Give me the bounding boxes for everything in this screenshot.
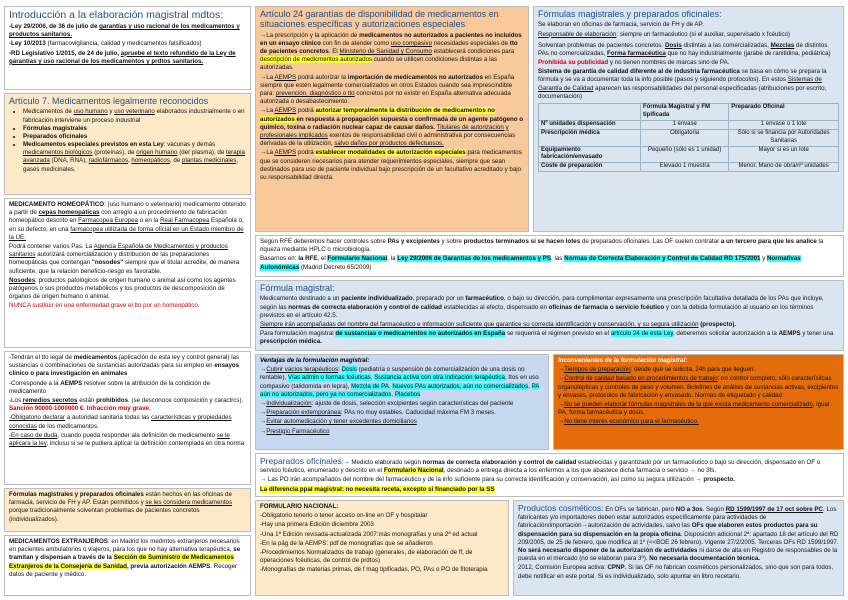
art24-uso-compasivo: →La prescripción y la aplicación de medicamentos no autorizados a pacientes no incluidos en un ensayo clínico con fin de atender como uso compasivo necesidades especiales de tto de pacientes concretos. El Ministerio de Sanidad y Consumo establecerá condiciones para descripción de medicmentos autorizados cuando se utilicen condiciones distintas a las autorizadas. xyxy=(260,31,522,72)
table-row: Nº unidades dispensación 1 envase 1 envase o 1 lote xyxy=(539,120,839,129)
formulas-title: Fórmulas magistrales y preparados oficinales: xyxy=(538,9,722,19)
table-row: Equipamiento fabricación/envasado Pequeño (sólo es 1 unidad) Mayor si es un lote xyxy=(539,146,839,163)
rule-remedios-secretos: -Los remedios secretos están prohibidos. (se desconoce composición y caractrcs). Sanción 90000-1000000 €. Infracción muy grave. xyxy=(9,396,244,413)
rule-declarar: -Obligatorio declarar a autoridad sanitaria todas las características y propiedades conocidas de los medicamentos. xyxy=(9,414,232,430)
homeo-def: MEDICAMENTO HOMEOPÁTICO: (uso humano o veterinario) medicamento obtenido a partir de cepas homeopáticas con arreglo a un procedimiento de fabricación homeopático descrito en Farmacopea Europea o en la Real Farmacopea Española o, en su defecto, en una farmacopea utilizada de forma oficial en un Estado miembro de la UE. xyxy=(9,201,246,241)
art7-item-preparados: • Preparados oficinales xyxy=(23,133,246,141)
rule-ensayos: -Tendrán el tto legal de medicamentos (aplicación de esta ley y control general) las sustancias o combinaciones de sustancias autorizadas para su empleo en ensayos clínico o para investigación en animales xyxy=(9,354,240,378)
intro-title: Introducción a la elaboración magistral mdtos: xyxy=(9,9,224,21)
intro-section xyxy=(4,6,251,90)
preparados-title: Preparados oficinales xyxy=(260,456,342,466)
medicamentos-extranjeros-section: MEDICAMENTOS EXTRANJEROS: en Madrid los medmtos extranjeros necesarios en pacientes ambulatorios o viajeros, para los que no hay alternativa terapéutica, se tramitan y dispensan a través de la Sección de Suministro de Medicamentos Extranjeros de la Consejería de Sanidad, previa autorización AEMPS. Recoger datos de paciente y médico. xyxy=(4,535,251,596)
formula-magistral-title: Fórmula magistral: xyxy=(260,283,335,293)
article-7-title: Artículo 7. Medicamentos legalmente reconocidos xyxy=(9,96,209,106)
list-item: -En la pág de la AEMPS: pdf de monografías que se añadieron xyxy=(260,539,433,547)
intro-line-1: -Ley 29/2006, de 36 de julio de garantías y uso racional de los medicamentos y productos sanitarios. xyxy=(9,23,240,39)
list-item: -Hay una primera Edición diciembre 2003 xyxy=(260,521,374,529)
rule-duda: -En caso de duda, cuando pueda responder ala definición de medicamento se le aplicara la ley, inclusu si se le pudiera aplicar la definición contemplada en otra norma xyxy=(9,431,245,447)
art7-item-especiales: • Medicamentos especiales previstos en esta Ley: vacunas y demás medicamentos biológicos (proteínas), de origen humano (der plasma), de terapia avanzada (DNA, RNA), radiofármacos, homeopáticos, de plantas medicinales, gases medicinales. xyxy=(23,141,246,174)
preparados-oficinales-section: Preparados oficinales:→ Medicto elaborado según normas de correcta elaboración y control de calidad establecidas y garantizado por un farmacéutico o bajo su dirección, dispensado en OF o servicio fcéutico, enumerado y descrito en el Formulario Nacional, destinado a entrega directa a los enfermos a los que abastece dicha farmacia o servicio → no 3fs. → Las PO irán acompañados del nombre del farmacéutico y de la info suficiente para su correcta identificación y conservación, así como su segura utilización → prospecto. La diferencia ppal magistral: no necesita receta, excepto si financiado por la SS xyxy=(255,453,844,497)
article-24-section xyxy=(255,6,529,232)
formulario-nacional-section xyxy=(255,500,509,596)
homeo-nosodes-auth: Podrá contener varios Pas. La Agencia Española de Medicamentos y productos sanitarios autorizará comercialización y distribución de las preparaciones homeopáticas que contengan "nosodes" siempre que el titular acredite, de manera suficiente, que la relación beneficio-riesgo es favorable. xyxy=(9,242,240,275)
comparison-table xyxy=(538,103,839,172)
formulario-nacional-title: FORMULARIO NACIONAL: xyxy=(260,503,339,510)
rfe-controls-section: Según RFE deberemos hacer controles sobre PAs y excipientes y sobre productos terminados si se hacen lotes de preparados oficinales. Las OF suelen contratar a un tercero para que les analice la riqueza mediante HPLC o microbiología. Basarnos en: la RFE, el Formulario Nacional, la Ley 29/2006 de Garantías de los medicamentos y PS, las Normas de Correcta Elaboración y Control de Calidad RD 175/2001 y Normativas Autonómicas (Madrid Decreto 65/2009) xyxy=(255,235,844,277)
table-header-po: Preparado Oficinal xyxy=(729,104,839,121)
rule-aemps: -Corresponde a la AEMPS resolver sobre la atribución de la condición de medicamento xyxy=(9,379,210,395)
art7-item-formulas: • Fórmulas magistrales xyxy=(23,125,246,133)
fm-po-summary-section: Fórmulas magistrales y preparados oficinales están hechos en las oficinas de farmacia, servicio de FH y AP. Están permitidos y se les considera medicamentos porque tradicionalmente solventan problemas de pacientes concretos (individualizados). xyxy=(4,488,251,532)
ventajas-title: Ventajas de la formulación magistral: xyxy=(260,357,370,364)
intro-line-3: -RD Legislativo 1/2015, de 24 de julio, apruebe el texto refundido de la Ley de garantías y uso racional de los medicamentos y prdtos sanitarios. xyxy=(9,49,236,65)
article-7-section xyxy=(4,93,251,195)
inconvenientes-section: Inconvenientes de la formulación magistral: →Tiempos de preparación: desde que se solicita, 24h para que lleguen. →Control de calidad basado en procedimientos de trabajo: no control completo, sólo caracterísitcas organolépticas y controles de peso y volumen. Boletines de análisis de sustancias activas, excipientes y envases, protocolos de fabricación y envasado. Normas de etiquetado y calidad. →No se pueden elaborar fórmulas magistrales de la que exista medicamento comercializado, igual PA, forma farmacéutica y dosis. →No tiene interés económico para el farmacéutico. xyxy=(553,354,844,450)
table-header-row xyxy=(539,104,839,121)
art24-importacion: →La AEMPS podrá autorizar la importación de medicamentos no autorizados en España siempre que estén legalmente comercializados en otros Estados cuando sea imprescindible para: prevención, diagnóstico o tto concretos por no existir en España alternativa adecuada autorizada o desabastecimiento. xyxy=(260,73,515,106)
homeopatico-section xyxy=(4,198,251,348)
art7-item-medicamentos: • Medicamentos de uso humano y uso veterinario elaborados industrialmente o en fabricación interviene un proceso industrial xyxy=(23,108,246,124)
list-item: -Obligatorio tenerlo o tener acceso on-line en OF y hospitalar xyxy=(260,512,428,520)
art24-distribucion-temporal: →La AEMPS podrá autorizar temporalmente la distribución de medicamentos no autorizados en respuesta a propagación supuesta o confirmada de un agente patógeno o químico, toxina o radiación nuclear capaz de causar daños. Titulares de autorización y profesionales implicados exentos de responsabilidad civil o administrativa por consecuencias derivadas de la utilización, salvo daños por productos defectuosos. xyxy=(260,107,524,148)
homeo-nosodes-def: Nosodes: productos patológicos de origen humano o animal así como los agentes patógenos o sus productos metabólicos y los productos de descomposición de órganos de origen humano o animal. xyxy=(9,276,236,301)
list-item: -Una 1ª Edición revisada-actualizada 2007:más monografías y una 2ª ed actual xyxy=(260,530,478,538)
list-item: -Monografías de materias primas, de f mag tipificadas, PO, PAs o PO de fitoterapia xyxy=(260,566,488,574)
productos-cosmeticos-section: Productos cosméticos: En OFs se fabrican, pero NO a 3os. Según RD 1599/1997 de 17 oct sobre PC. Los fabricantes y/o importadores deben estar autorizados específicamente para actividades de fabricación/importación→autorización de actividades, salvo las OFs que elaboren estos productos para su dispensación para su dispensación en la propia oficina. Disposición adicional 2ª: apartado 18 del artículo del RD 209/2005, de 25 de febrero, que modifica al 1º (<<BOE 26 febrero). Vigente 27/2/2005. Terceras OFs RD 1599/1997. No será necesario disponer de la autorización de actividades ni darse de alta en Registro de responsables de la puesta en el mercado (no se elaboran para 3º). No necesaria documentación técnica. 2012, Comisión Europea activa: CPNP. Si las OF no fabrican cosméticos personalizados, sino que son para todos, debe notificar en este portal. Si es individualizado, solo apuntar en libro recetario. xyxy=(513,500,844,596)
formula-magistral-section: Fórmula magistral: Medicamento destinado a un paciente individualizado, preparado por un farmacéutico, o bajo su dirección, para cumplimentar expresamente una prescripción facultativa detallada de los PAs que incluye, según las normas de correcta elaboración y control de calidad establecidas al efecto, dispensado en oficinas de farmacia o servicio fcéutico y con la debida formulación al usuario en los términos previstos en el artículo 42.5. Siempre irán acompañadas del nombre del farmacéutico e información suficiente que garantice su correcta identificación y conservación, y su segura utilización (prospecto). Para formulación magistral de sustancias o medicamentos no autorizados en España se requerirá el régimen previsto en el artículo 24 de esta Ley, deberemos solicitar autorización a la AEMPS y tener una prescripción médica. xyxy=(255,280,844,351)
medicamento-rules-section xyxy=(4,351,251,485)
table-header-fm: Fórmula Magistral y FM tipificada xyxy=(641,104,729,121)
formulas-preparados-section: Fórmulas magistrales y preparados oficinales: Se elaboran en oficinas de farmacia, servicio de FH y de AP. Responsable de elaboración: siempre un farmacéutico (si el auxiliar, supervisado x fcéutico) Solventan problemas de pacientes concretos: Dosis distintas a las comercializadas, Mezclas de distintos PAs no comercializadas, Forma farmacéutica que no hay industrialmente (jarabe de ranitidina, pediátrica) Prohibida su publicidad y no tienen nombres de marcas sino de PA. Sistema de garantía de calidad diferente al de industria farmacéutica se basa en cómo se prepara la fórmula y se va a documentar toda la info posible (pasos y siguiendo protocolos). En estos Sistemas de Garantía de Calidad aparecen las responsabilidades del personal especificadas (atribuciones por escrito, documentación) Fórmula Magistral y FM tipificada Preparado Oficinal Nº unidades dispensación 1 envase 1 envase o 1 lote Prescripción médica Obligatoria Sólo si se financia por Autoridades Sanitarias Equipamiento fabricación/envasado Pequeño (sólo es 1 unidad) Mayor si es un lote Coste de preparación Elevado 1 muestra Menor. Mano de obra/nº unidades xyxy=(533,6,844,232)
article-24-title: Artículo 24 garantías de disponibilidad de medicamentos en situaciones específicas y autorizaciones especiales xyxy=(260,9,499,30)
homeo-warning: NUNCA sustituir en una enfermedad grave el tto por un homeopático. xyxy=(9,302,200,310)
art24-autorizacion-especial: →La AEMPS podrá establecer modalidades de autorización especiales para medicamentos que se consideren necesarios para atender requerimientos especiales, siempre que sean destinados para uso de paciente individual bajo prescripción de un facultativo acreditado y bajo su responsabilidad directa. xyxy=(260,149,522,181)
cosmeticos-title: Productos cosméticos: xyxy=(518,503,604,513)
inconvenientes-title: Inconvenientes de la formulación magistral: xyxy=(558,357,688,364)
list-item: -Procedimientos Normalizados de trabajo (generales, de elaboración de ff, de operaciones fcéuticas, de control de prdtos) xyxy=(260,548,473,565)
ventajas-section: Ventajas de la formulación magistral: →Cubrir vacíos terapéuticos: Dosis (pediatría o suspensión de comercialización de una dosis no rentable), Vías admin o formas fcéuticas, Sustancia activa con otra indicación terapéutica, ttos en uso compasivo (talidomida en lepra), Mezcla de PA, Nuevos PAs autorizados, aún no comercializados, PA aún no autorizados, pero ya no comercializados, Placebos →Individualización: ajuste de dosis, selección excipientes según características del paciente →Preparación extemporánea: PAs no muy estables. Caducidad máxima FM 3 meses. →Evitar automedicación y tener excedentes domiciliarios →Prestigio Farmacéutico xyxy=(255,354,549,450)
table-row: Prescripción médica Obligatoria Sólo si se financia por Autoridades Sanitarias xyxy=(539,129,839,146)
table-row: Coste de preparación Elevado 1 muestra Menor. Mano de obra/nº unidades xyxy=(539,163,839,172)
intro-line-2: -Ley 10/2013 (farmacovigilancia, calidad y medicamentos falsificados) xyxy=(9,40,202,48)
